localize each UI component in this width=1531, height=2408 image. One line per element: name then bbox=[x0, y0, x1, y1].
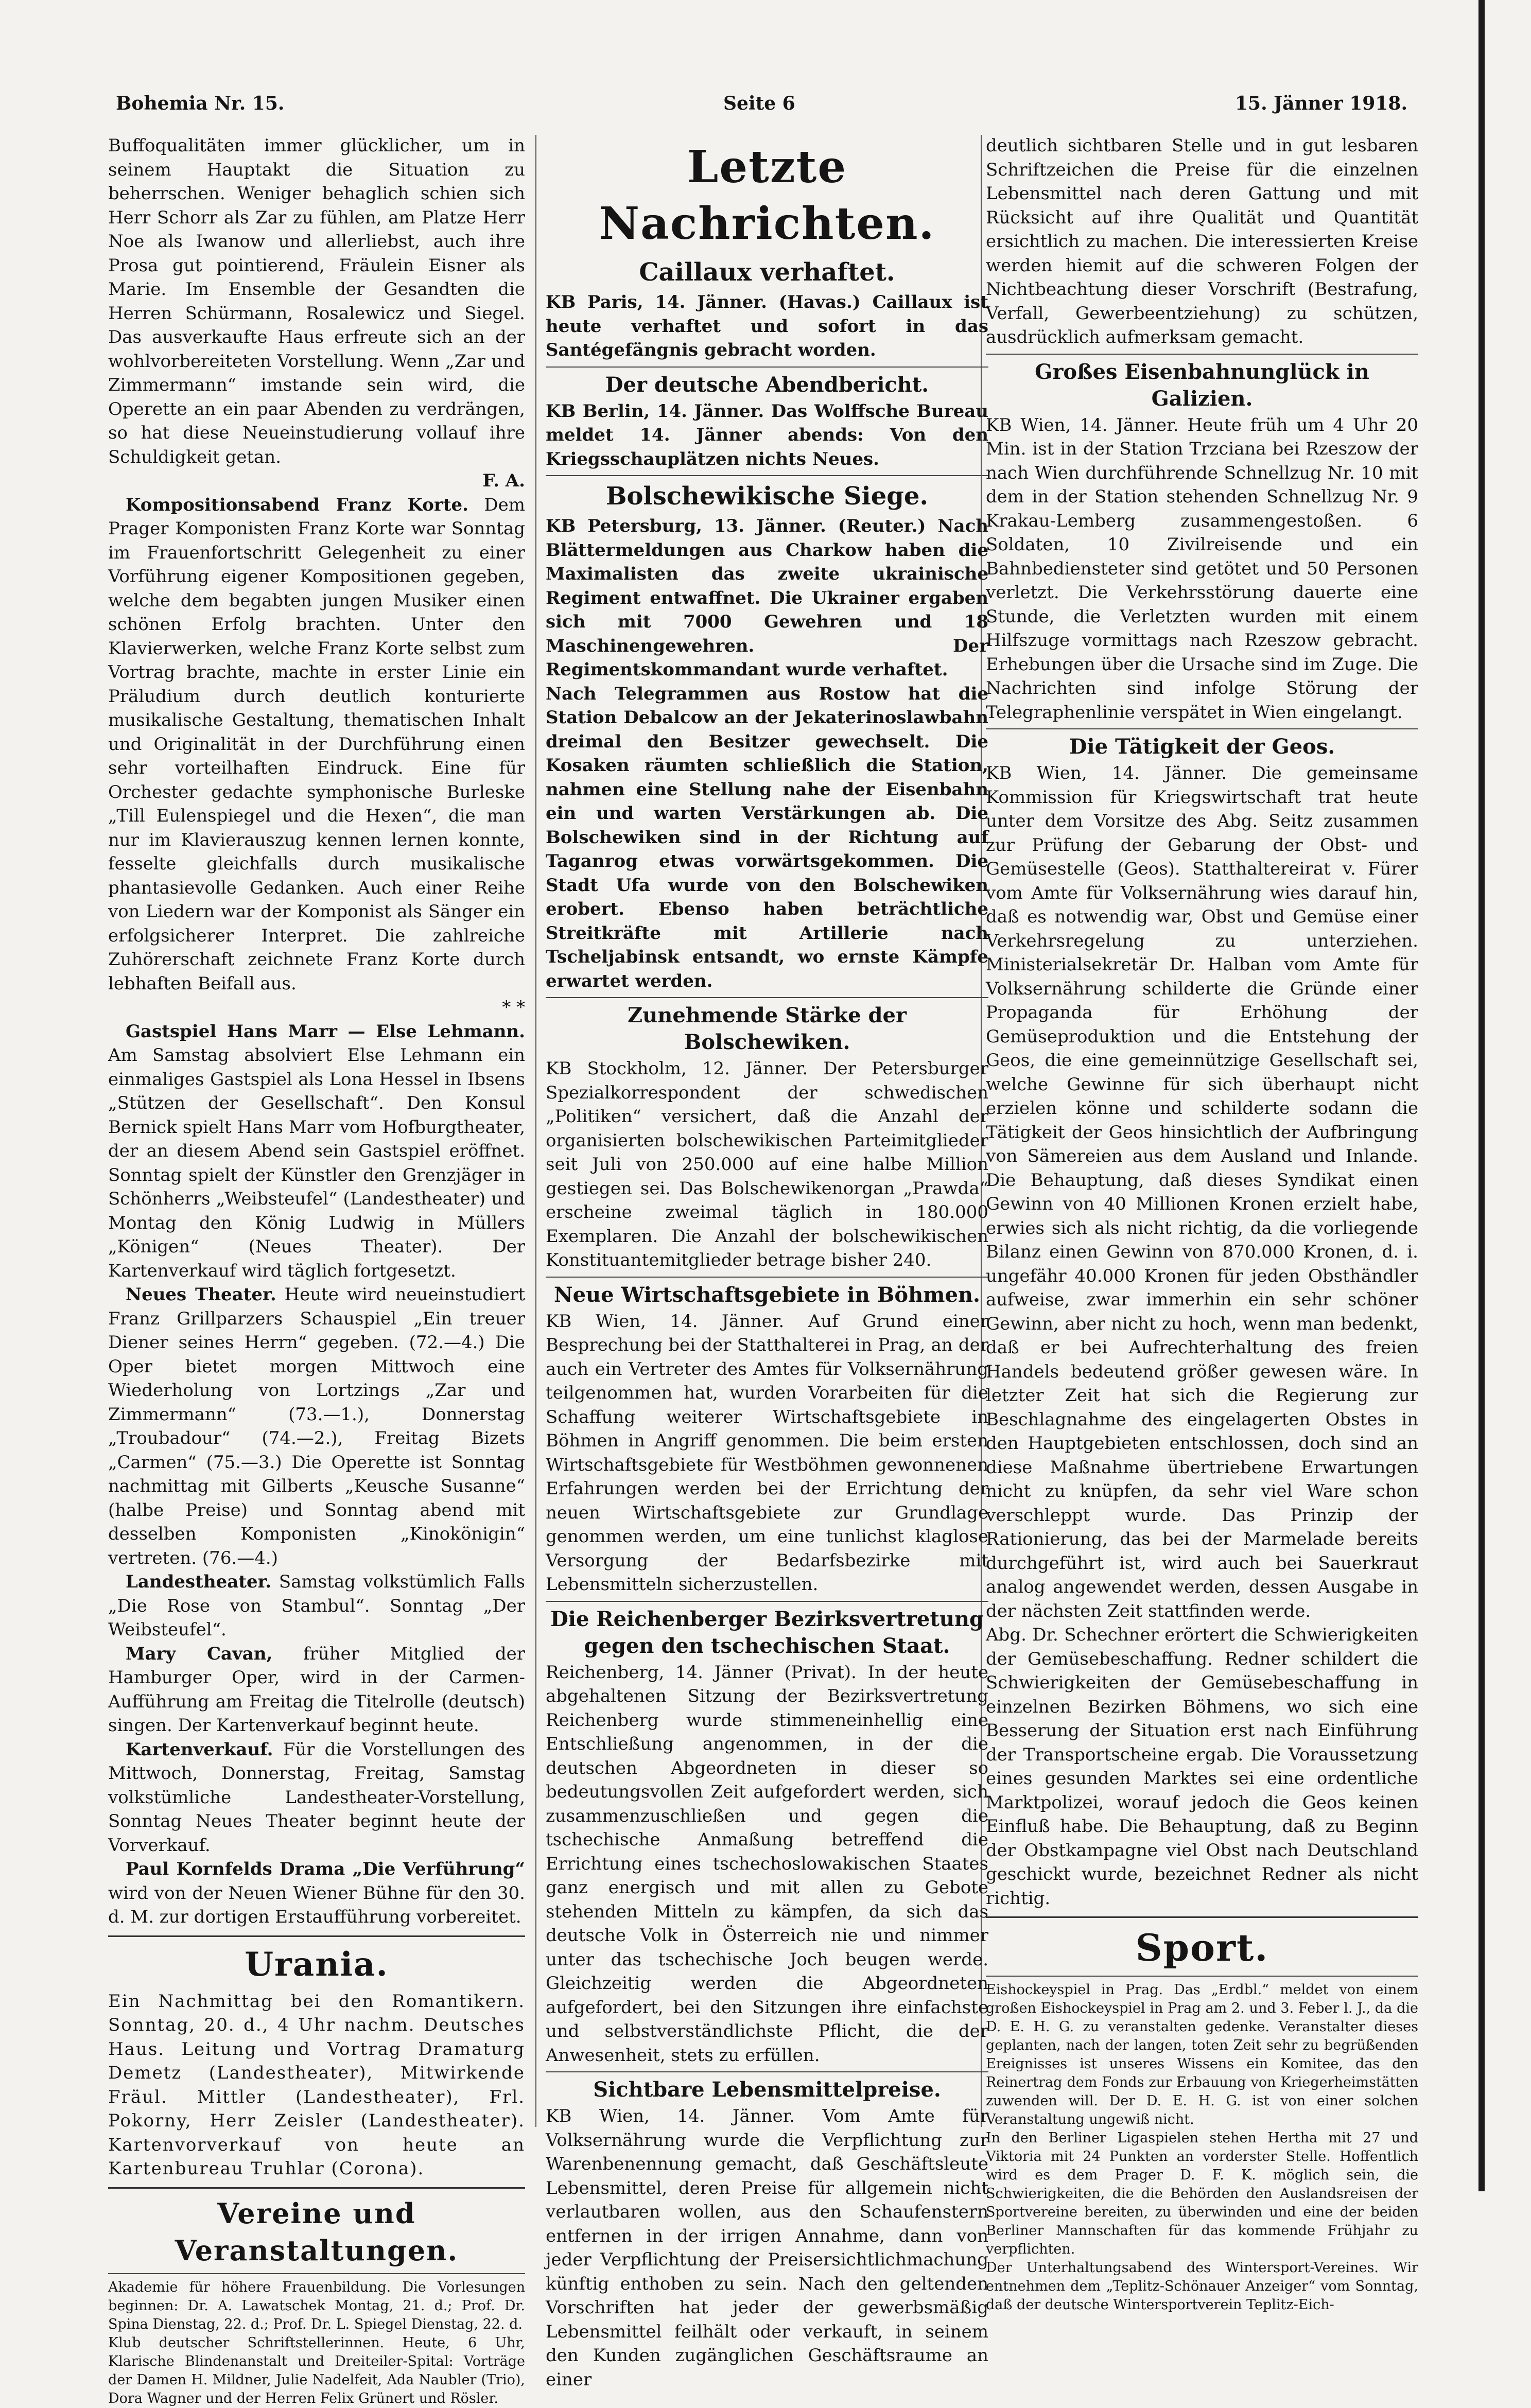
article-text: Nach Telegrammen aus Rostow hat die Station Debalcow an der Jekaterinoslawbahn dreimal den Besitzer gewechselt. Die Kosaken räumten schließlich die Station, nahmen eine Stellung nahe der Eisenbahn ein und warten Verstärkungen ab. Die Bolschewiken sind in der Richtung auf Taganrog etwas vorwärtsgekommen. Die Stadt Ufa wurde von den Bolschewiken erobert. Ebenso haben beträchtliche Streitkräfte mit Artillerie nach Tscheljabinsk entsandt, wo ernste Kämpfe erwartet werden. bbox=[546, 683, 988, 991]
vereine-item: Klub deutscher Schriftstellerinnen. Heute, 6 Uhr, Klarische Blindenanstalt und Dreiteiler-Spital: Vorträge der Damen H. Mildner, Julie Nadelfeit, Ada Naubler (Trio), Dora Wagner und der Herren Felix Grünert und Rösler. bbox=[108, 2334, 525, 2406]
signature: F. A. bbox=[482, 470, 525, 491]
item-title: Kompositionsabend Franz Korte. bbox=[126, 494, 468, 515]
article-text: Buffoqualitäten immer glücklicher, um in seinem Hauptakt die Situation zu beherrschen. Weniger behaglich schien sich Herr Schorr als Zar zu fühlen, am Platze Herr Noe als Iwanow und allerliebst, auch ihre Prosa gut pointierend, Fräulein Eisner als Marie. Im Ensemble der Gesandten die Herren Schürmann, Rosalewicz und Siegel. Das ausverkaufte Haus erfreute sich an der wohlvorbereiteten Vorstellung. Wenn „Zar und Zimmermann“ imstande sein wird, die Operette an ein paar Abenden zu verdrängen, so hat diese Neueinstudierung vollauf ihre Schuldigkeit getan. bbox=[108, 135, 525, 467]
separator-stars: * * bbox=[502, 997, 525, 1018]
article-item bbox=[108, 1857, 525, 1929]
article-text: KB Wien, 14. Jänner. Auf Grund einer Besprechung bei der Statthalterei in Prag, an der auch ein Vertreter des Amtes für Volksernährung teilgenommen hat, wurden Vorarbeiten für die Schaffung weiterer Wirtschaftsgebiete in Böhmen in Angriff genommen. Die beim ersten Wirtschaftsgebiete für Westböhmen gewonnenen Erfahrungen werden bei der Errichtung der neuen Wirtschaftsgebiete zur Grundlage genommen werden, um eine tunlichst klaglose Versorgung der Bedarfsbezirke mit Lebensmitteln sicherzustellen. bbox=[546, 1311, 988, 1595]
paper-name: Bohemia Nr. 15. bbox=[116, 93, 285, 114]
section-heading-urania: Urania. bbox=[245, 1945, 389, 1984]
section-rule bbox=[986, 1916, 1418, 1918]
divider bbox=[546, 2071, 988, 2072]
sport-item: In den Berliner Ligaspielen stehen Hertha mit 27 und Viktoria mit 24 Punkten an vorderster Stelle. Hoffentlich wird es dem Prager D. F. K. möglich sein, die Schwierigkeiten, die die Behörden den Auslandsreisen der Sportvereine bereiten, zu überwinden und eine der beiden Berliner Mannschaften für das kommende Frühjahr zu verpflichten. bbox=[986, 2130, 1418, 2257]
item-text: früher Mitglied der Hamburger Oper, wird in der Carmen-Aufführung am Freitag die Titelrolle (deutsch) singen. Der Kartenverkauf beginnt heute. bbox=[108, 1643, 525, 1736]
divider bbox=[546, 1601, 988, 1602]
column-middle bbox=[546, 134, 988, 2390]
item-text: Samstag volkstümlich Falls „Die Rose von Stambul“. Sonntag „Der Weibsteufel“. bbox=[108, 1572, 526, 1640]
article-item bbox=[108, 1570, 525, 1642]
column-right bbox=[986, 134, 1418, 2313]
article-text: KB Wien, 14. Jänner. Die gemeinsame Kommission für Kriegswirtschaft trat heute unter dem Vorsitze des Abg. Seitz zusammen zur Prüfung der Gebarung der Obst- und Gemüsestelle (Geos). Statthaltereirat v. Fürer vom Amte für Volksernährung wies darauf hin, daß es notwendig war, Obst und Gemüse einer Verkehrsregelung zu unterziehen. Ministerialsekretär Dr. Halban vom Amte für Volksernährung schilderte die Gründe einer Propaganda für Erhöhung der Gemüseproduktion und die Entstehung der Geos, die eine gemeinnützige Gesellschaft sei, welche Gewinne für sich überhaupt nicht erzielen könne und schilderte sodann die Tätigkeit der Geos hinsichtlich der Aufbringung von Sämereien aus dem Ausland und Inlande. Die Behauptung, daß dieses Syndikat einen Gewinn von 40 Millionen Kronen erzielt habe, erwies sich als nicht richtig, da die vorliegende Bilanz einen Gewinn von 870.000 Kronen, d. i. ungefähr 40.000 Kronen für jeden Obsthändler aufweise, zwar immerhin ein sehr schöner Gewinn, aber nicht zu hoch, wenn man bedenkt, daß er bei Aufrechterhaltung des freien Handels bedeutend größer gewesen wäre. In letzter Zeit hat sich die Regierung zur Beschlagnahme des eingelagerten Obstes in den Hauptgebieten entschlossen, doch sind an diese Maßnahme übertriebene Erwartungen nicht zu knüpfen, da sehr viel Ware schon verschleppt wurde. Das Prinzip der Rationierung, das bei der Marmelade bereits durchgeführt ist, wird auch bei Sauerkraut analog angewendet werden, dessen Ausgabe in der nächsten Zeit stattfinden werde. bbox=[986, 763, 1418, 1621]
headline: Die Tätigkeit der Geos. bbox=[1069, 735, 1335, 759]
divider bbox=[986, 354, 1418, 355]
scan-edge bbox=[1478, 0, 1485, 2191]
vereine-item: Akademie für höhere Frauenbildung. Die Vorlesungen beginnen: Dr. A. Lawatschek Montag, 21. d.; Prof. Dr. Spina Dienstag, 22. d.; Prof. Dr. L. Spiegel Dienstag, 22. d. bbox=[108, 2279, 525, 2332]
item-title: Neues Theater. bbox=[126, 1284, 276, 1305]
headline: Der deutsche Abendbericht. bbox=[605, 372, 929, 397]
article-item bbox=[108, 1642, 525, 1738]
item-text: wird von der Neuen Wiener Bühne für den 30. d. M. zur dortigen Erstaufführung vorbereitet. bbox=[108, 1882, 525, 1927]
item-title: Landestheater. bbox=[126, 1572, 272, 1592]
article-text: KB Wien, 14. Jänner. Vom Amte für Volksernährung wurde die Verpflichtung zur Warenbenennung gemacht, daß Geschäftsleute Lebensmittel, deren Preise für allgemein nicht verlautbaren wollen, aus den Schaufenstern entfernen in der irrigen Annahme, dann von jeder Verpflichtung der Preisersichtlichmachung künftig enthoben zu sein. Nach den geltenden Vorschriften hat jeder der gewerbsmäßig Lebensmittel feilhält oder verkauft, in seinem den Kunden zugänglichen Geschäftsraume an einer bbox=[546, 2106, 988, 2390]
item-title: Mary Cavan, bbox=[126, 1643, 273, 1664]
article-text: deutlich sichtbaren Stelle und in gut lesbaren Schriftzeichen die Preise für die einzelnen Lebensmittel nach deren Gattung und mit Rücksicht auf ihre Qualität und Quantität ersichtlich zu machen. Die interessierten Kreise werden hiemit auf die schweren Folgen der Nichtbeachtung dieser Vorschrift (Bestrafung, Verfall, Gewerbeentziehung) zu schützen, ausdrücklich aufmerksam gemacht. bbox=[986, 135, 1418, 347]
item-text: Am Samstag absolviert Else Lehmann ein einmaliges Gastspiel als Lona Hessel in Ibsens „Stützen der Gesellschaft“. Den Konsul Bernick spielt Hans Marr vom Hofburgtheater, der an diesem Abend sein Gastspiel eröffnet. Sonntag spielt der Künstler den Grenzjäger in Schönherrs „Weibsteufel“ (Landestheater) und Montag den König Ludwig in Müllers „Königen“ (Neues Theater). Der Kartenverkauf wird täglich fortgesetzt. bbox=[108, 1045, 525, 1281]
section-heading-vereine: Vereine und Veranstaltungen. bbox=[175, 2196, 459, 2267]
headline: Bolschewikische Siege. bbox=[605, 482, 929, 511]
article-text: KB Wien, 14. Jänner. Heute früh um 4 Uhr 20 Min. ist in der Station Trzciana bei Rzeszow der nach Wien durchführende Schnellzug Nr. 10 mit dem in der Station stehenden Schnellzug Nr. 9 Krakau-Lemberg zusammengestoßen. 6 Soldaten, 10 Zivilreisende und ein Bahnbediensteter sind getötet und 50 Personen verletzt. Die Verkehrsstörung dauerte eine Stunde, die Verletzten wurden mit einem Hilfszuge vormittags nach Rzeszow gebracht. Erhebungen über die Ursache sind im Zuge. Die Nachrichten sind infolge Störung der Telegraphenlinie verspätet in Wien eingelangt. bbox=[986, 414, 1418, 723]
article-text: KB Berlin, 14. Jänner. Das Wolffsche Bureau meldet 14. Jänner abends: Von den Kriegsschauplätzen nichts Neues. bbox=[546, 400, 988, 469]
headline: Sichtbare Lebensmittelpreise. bbox=[593, 2078, 941, 2102]
divider bbox=[546, 1277, 988, 1278]
page-number: Seite 6 bbox=[723, 93, 795, 114]
item-title: Kartenverkauf. bbox=[126, 1739, 273, 1760]
divider bbox=[986, 728, 1418, 729]
page-header bbox=[116, 93, 1407, 129]
article-item bbox=[108, 1020, 525, 1283]
divider bbox=[546, 475, 988, 476]
headline: Die Reichenberger Bezirksvertretung gegen den tschechischen Staat. bbox=[550, 1607, 984, 1658]
column-rule bbox=[535, 135, 536, 2127]
headline: Caillaux verhaftet. bbox=[639, 258, 895, 287]
item-title: Paul Kornfelds Drama „Die Verführung“ bbox=[126, 1859, 525, 1879]
article-item bbox=[108, 1283, 525, 1570]
divider bbox=[546, 367, 988, 368]
issue-date: 15. Jänner 1918. bbox=[1234, 93, 1407, 114]
section-heading-letzte-nachrichten: Letzte Nachrichten. bbox=[599, 141, 935, 250]
article-text: KB Petersburg, 13. Jänner. (Reuter.) Nach Blättermeldungen aus Charkow haben die Maximalisten das zweite ukrainische Regiment entwaffnet. Die Ukrainer ergaben sich mit 7000 Gewehren und 18 Maschinengewehren. Der Regimentskommandant wurde verhaftet. bbox=[546, 516, 988, 680]
item-text: Dem Prager Komponisten Franz Korte war Sonntag im Frauenfortschritt Gelegenheit zu einer Vorführung eigener Kompositionen gegeben, welche dem begabten jungen Musiker einen schönen Erfolg brachten. Unter den Klavierwerken, welche Franz Korte selbst zum Vortrag brachte, machte in erster Linie ein Präludium durch deutlich konturierte musikalische Gestaltung, thematischen Inhalt und Originalität in der Durchführung einen sehr vorteilhaften Eindruck. Eine für Orchester gedachte symphonische Burleske „Till Eulenspiegel und die Hexen“, die man nur im Klavierauszug kennen lernen konnte, fesselte gleichfalls durch musikalische phantasievolle Gedanken. Auch einer Reihe von Liedern war der Komponist als Sänger ein erfolgsicherer Interpret. Die zahlreiche Zuhörerschaft zeichnete Franz Korte durch lebhaften Beifall aus. bbox=[108, 494, 526, 994]
divider bbox=[546, 997, 988, 998]
section-rule bbox=[108, 1935, 525, 1937]
divider bbox=[986, 1976, 1418, 1977]
article-text: Abg. Dr. Schechner erörtert die Schwierigkeiten der Gemüsebeschaffung. Redner schildert die Schwierigkeiten der Gemüsebeschaffung in einzelnen Bezirken Böhmens, wo sich eine Besserung der Situation erst nach Einführung der Transportscheine ergab. Die Voraussetzung eines gesunden Marktes sei eine ordentliche Marktpolizei, worauf jedoch die Geos keinen Einfluß habe. Die Behauptung, daß zu Beginn der Obstkampagne viel Obst nach Deutschland geschickt wurde, bezeichnet Redner als nicht richtig. bbox=[986, 1625, 1418, 1909]
item-text: Für die Vorstellungen des Mittwoch, Donnerstag, Freitag, Samstag volkstümliche Landestheater-Vorstellung, Sonntag Neues Theater beginnt heute der Vorverkauf. bbox=[108, 1739, 525, 1856]
item-text: Heute wird neueinstudiert Franz Grillparzers Schauspiel „Ein treuer Diener seines Herrn“ gegeben. (72.—4.) Die Oper bietet morgen Mittwoch eine Wiederholung von Lortzings „Zar und Zimmermann“ (73.—1.), Donnerstag „Troubadour“ (74.—2.), Freitag Bizets „Carmen“ (75.—3.) Die Operette ist Sonntag nachmittag mit Gilberts „Keusche Susanne“ (halbe Preise) und Sonntag abend mit desselben Komponisten „Kinokönigin“ vertreten. (76.—4.) bbox=[108, 1284, 525, 1568]
article-item bbox=[108, 1738, 525, 1858]
column-left bbox=[108, 134, 526, 2406]
sport-item: Der Unterhaltungsabend des Wintersport-Vereines. Wir entnehmen dem „Teplitz-Schönauer Anzeiger“ vom Sonntag, daß der deutsche Wintersportverein Teplitz-Eich- bbox=[986, 2260, 1418, 2313]
section-rule bbox=[108, 2187, 525, 2189]
headline: Großes Eisenbahnunglück in Galizien. bbox=[1035, 359, 1369, 411]
divider bbox=[108, 2273, 525, 2274]
article-item bbox=[108, 493, 525, 996]
article-text: KB Paris, 14. Jänner. (Havas.) Caillaux ist heute verhaftet und sofort in das Santégefängnis gebracht worden. bbox=[546, 292, 988, 360]
headline: Neue Wirtschaftsgebiete in Böhmen. bbox=[554, 1282, 980, 1307]
item-title: Gastspiel Hans Marr — Else Lehmann. bbox=[126, 1021, 525, 1042]
article-text: KB Stockholm, 12. Jänner. Der Petersburger Spezialkorrespondent der schwedischen „Politiken“ versichert, daß die Anzahl der organisierten bolschewikischen Parteimitglieder seit Juli von 250.000 auf eine halbe Million gestiegen sei. Das Bolschewikenorgan „Prawda“ erscheine zweimal täglich in 180.000 Exemplaren. Die Anzahl der bolschewikischen Konstituantemitglieder betrage bisher 240. bbox=[546, 1058, 988, 1270]
article-text: Reichenberg, 14. Jänner (Privat). In der heute abgehaltenen Sitzung der Bezirksvertretung Reichenberg wurde stimmeneinhellig eine Entschließung angenommen, in der die deutschen Abgeordneten in dieser so bedeutungsvollen Zeit aufgefordert werden, sich zusammenzuschließen und gegen die tschechische Anmaßung betreffend die Errichtung eines tschechoslowakischen Staates ganz energisch und mit allen zu Gebote stehenden Mitteln zu kämpfen, da sich das deutsche Volk in Österreich nie und nimmer unter das tschechische Joch beugen werde. Gleichzeitig werden die Abgeordneten aufgefordert, bei den Sitzungen ihre einfachste und selbstverständlichste Pflicht, die der Anwesenheit, stets zu erfüllen. bbox=[546, 1662, 988, 2066]
sport-item: Eishockeyspiel in Prag. Das „Erdbl.“ meldet von einem großen Eishockeyspiel in Prag am 2. und 3. Feber l. J., da die D. E. H. G. zu veranstalten gedenke. Veranstalter dieses geplanten, nach der langen, toten Zeit sehr zu begrüßenden Ereignisses ist unseres Wissens ein Komitee, das den Reinertrag dem Fonds zur Erbauung von Kriegerheimstätten zuwenden will. Der D. E. H. G. ist von einer solchen Veranstaltung ungewiß nicht. bbox=[986, 1982, 1418, 2127]
urania-text: Ein Nachmittag bei den Romantikern. Sonntag, 20. d., 4 Uhr nachm. Deutsches Haus. Leitung und Vortrag Dramaturg Demetz (Landestheater), Mitwirkende Fräul. Mittler (Landestheater), Frl. Pokorny, Herr Zeisler (Landestheater). Kartenvorverkauf von heute an Kartenbureau Truhlar (Corona). bbox=[108, 1991, 525, 2179]
section-heading-sport: Sport. bbox=[1135, 1926, 1269, 1969]
headline: Zunehmende Stärke der Bolschewiken. bbox=[627, 1003, 907, 1054]
